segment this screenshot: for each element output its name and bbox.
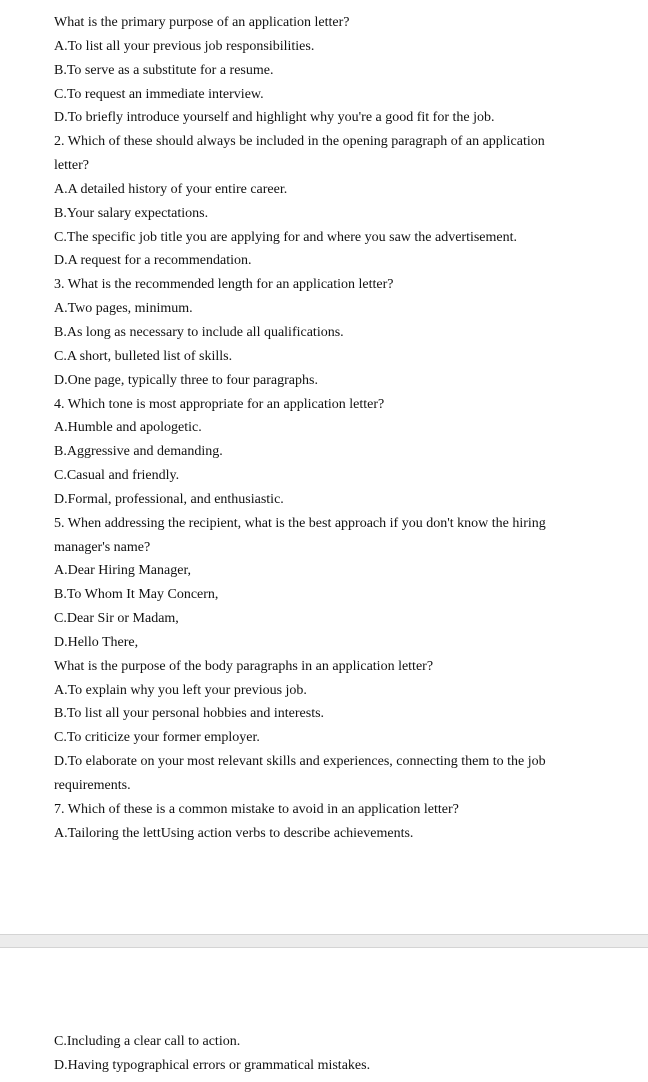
text-line: C.Casual and friendly. (54, 468, 180, 484)
text-line: A.A detailed history of your entire career. (54, 181, 288, 197)
text-line: manager's name? (54, 539, 151, 555)
text-line: B.Your salary expectations. (54, 205, 209, 221)
text-line: 3. What is the recommended length for an application letter? (54, 277, 394, 293)
text-line: What is the purpose of the body paragraphs in an application letter? (54, 658, 434, 674)
text-line: 2. Which of these should always be included in the opening paragraph of an application (54, 134, 545, 150)
text-line: What is the primary purpose of an application letter? (54, 15, 350, 30)
document-page-2 (0, 948, 648, 1082)
text-line: D.Hello There, (54, 634, 139, 650)
text-line: B.To list all your personal hobbies and interests. (54, 706, 325, 722)
page-1-text-block (54, 11, 624, 846)
text-line: C.A short, bulleted list of skills. (54, 348, 233, 364)
text-line: D.To elaborate on your most relevant skills and experiences, connecting them to the job (54, 754, 546, 770)
text-line: D.One page, typically three to four paragraphs. (54, 372, 318, 388)
text-line: A.Tailoring the lettUsing action verbs to describe achievements. (54, 825, 414, 841)
text-line: A.Humble and apologetic. (54, 420, 202, 436)
text-line: C.Dear Sir or Madam, (54, 611, 179, 627)
text-line: D.To briefly introduce yourself and highlight why you're a good fit for the job. (54, 110, 495, 126)
text-line: D.Having typographical errors or grammatical mistakes. (54, 1057, 371, 1073)
text-line: B.Aggressive and demanding. (54, 444, 223, 460)
page-separator (0, 934, 648, 948)
text-line: A.Dear Hiring Manager, (54, 563, 192, 579)
text-line: C.Including a clear call to action. (54, 1034, 241, 1049)
text-line: A.To explain why you left your previous job. (54, 682, 307, 698)
text-line: D.A request for a recommendation. (54, 253, 252, 269)
text-line: C.The specific job title you are applying for and where you saw the advertisement. (54, 229, 518, 245)
text-line: A.To list all your previous job responsibilities. (54, 38, 315, 54)
text-line: requirements. (54, 778, 131, 793)
text-line: 4. Which tone is most appropriate for an application letter? (54, 396, 385, 412)
text-line: B.To Whom It May Concern, (54, 587, 219, 603)
text-line: 5. When addressing the recipient, what is the best approach if you don't know the hiring (54, 515, 546, 531)
page-2-text-block (54, 1030, 624, 1078)
text-line: A.Two pages, minimum. (54, 301, 193, 317)
text-line: B.To serve as a substitute for a resume. (54, 62, 274, 78)
text-line: letter? (54, 158, 89, 174)
text-line: D.Formal, professional, and enthusiastic. (54, 491, 284, 507)
text-line: C.To criticize your former employer. (54, 730, 260, 746)
text-line: B.As long as necessary to include all qualifications. (54, 324, 344, 340)
text-line: 7. Which of these is a common mistake to avoid in an application letter? (54, 801, 459, 817)
text-line: C.To request an immediate interview. (54, 86, 264, 102)
